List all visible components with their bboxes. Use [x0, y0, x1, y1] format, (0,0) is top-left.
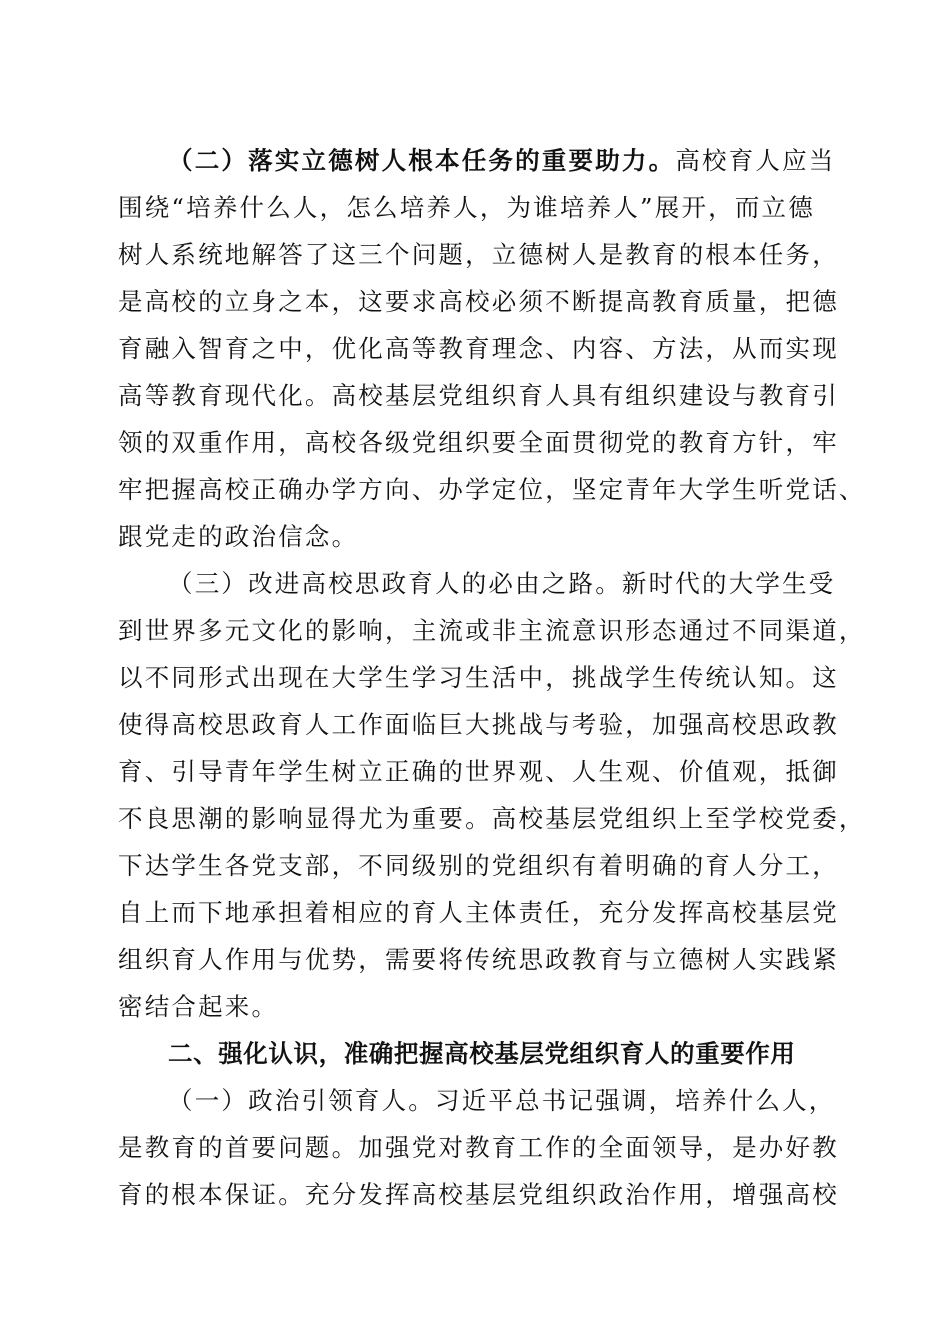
paragraph-2-line-8: 牢把握高校正确办学方向、办学定位，坚定青年大学生听党话、 [118, 475, 866, 504]
paragraph-3-line-9: 组织育人作用与优势，需要将传统思政教育与立德树人实践紧 [118, 945, 839, 974]
paragraph-2-line-1-text: 高校育人应当 [675, 146, 836, 175]
section-heading: 二、强化认识，准确把握高校基层党组织育人的重要作用 [168, 1039, 796, 1068]
paragraph-3-line-2: 到世界多元文化的影响，主流或非主流意识形态通过不同渠道， [118, 616, 866, 645]
paragraph-2-line-9: 跟党走的政治信念。 [118, 522, 359, 551]
paragraph-4-line-3: 育的根本保证。充分发挥高校基层党组织政治作用，增强高校 [118, 1180, 839, 1209]
paragraph-3-line-6: 不良思潮的影响显得尤为重要。高校基层党组织上至学校党委， [118, 804, 866, 833]
paragraph-3-line-3: 以不同形式出现在大学生学习生活中，挑战学生传统认知。这 [118, 663, 839, 692]
paragraph-4-line-2: 是教育的首要问题。加强党对教育工作的全面领导，是办好教 [118, 1133, 839, 1162]
paragraph-3-line-10: 密结合起来。 [118, 992, 279, 1021]
paragraph-3-line-1: （三）改进高校思政育人的必由之路。新时代的大学生受 [168, 569, 836, 598]
paragraph-2-line-2: 围绕“培养什么人，怎么培养人，为谁培养人”展开，而立德 [118, 193, 815, 222]
paragraph-2-line-6: 高等教育现代化。高校基层党组织育人具有组织建设与教育引 [118, 381, 839, 410]
paragraph-2-line-1 [168, 144, 836, 178]
paragraph-4-line-1: （一）政治引领育人。习近平总书记强调，培养什么人， [168, 1086, 836, 1115]
paragraph-2-line-4: 是高校的立身之本，这要求高校必须不断提高教育质量，把德 [118, 287, 839, 316]
paragraph-3-line-8: 自上而下地承担着相应的育人主体责任，充分发挥高校基层党 [118, 898, 839, 927]
paragraph-3-line-7: 下达学生各党支部，不同级别的党组织有着明确的育人分工， [118, 851, 839, 880]
paragraph-2-lead: （二）落实立德树人根本任务的重要助力。 [168, 146, 676, 175]
paragraph-3-line-5: 育、引导青年学生树立正确的世界观、人生观、价值观，抵御 [118, 757, 839, 786]
paragraph-3-line-4: 使得高校思政育人工作面临巨大挑战与考验，加强高校思政教 [118, 710, 839, 739]
paragraph-2-line-5: 育融入智育之中，优化高等教育理念、内容、方法，从而实现 [118, 334, 839, 363]
paragraph-2-line-7: 领的双重作用，高校各级党组织要全面贯彻党的教育方针，牢 [118, 428, 839, 457]
paragraph-2-line-3: 树人系统地解答了这三个问题，立德树人是教育的根本任务， [118, 240, 839, 269]
